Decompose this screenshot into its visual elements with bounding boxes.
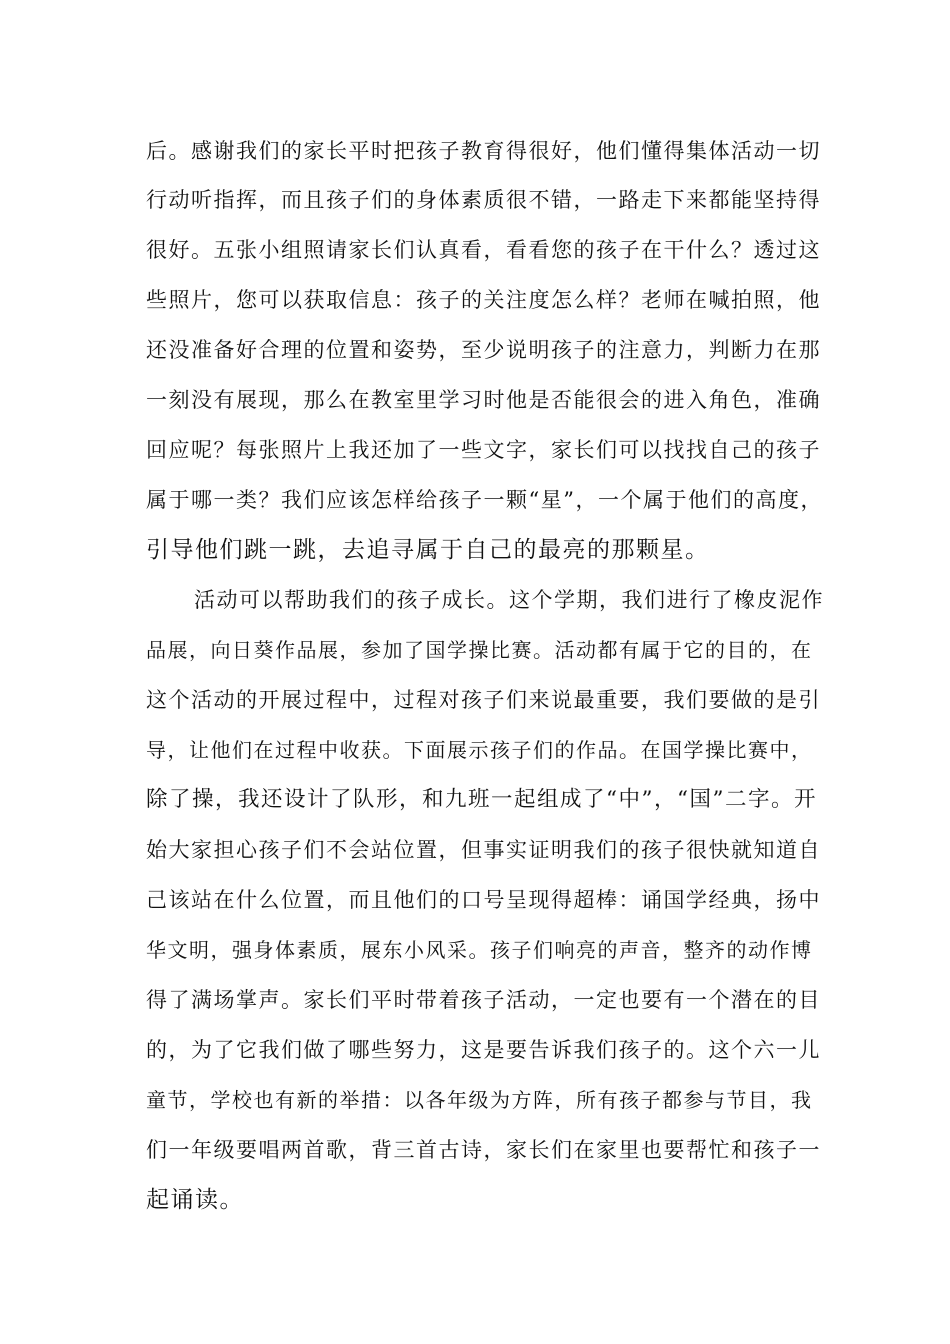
text-line: 属于哪一类？我们应该怎样给孩子一颗“星”，一个属于他们的高度，	[146, 488, 823, 512]
text-line: 很好。五张小组照请家长们认真看，看看您的孩子在干什么？透过这	[146, 238, 821, 262]
paragraph-first-line: 活动可以帮助我们的孩子成长。这个学期，我们进行了橡皮泥作	[194, 588, 824, 612]
text-line: 童节，学校也有新的举措：以各年级为方阵，所有孩子都参与节目，我	[146, 1088, 813, 1112]
text-line: 还没准备好合理的位置和姿势，至少说明孩子的注意力，判断力在那	[146, 338, 821, 362]
text-line: 的，为了它我们做了哪些努力，这是要告诉我们孩子的。这个六一儿	[146, 1038, 821, 1062]
text-line: 们一年级要唱两首歌，背三首古诗，家长们在家里也要帮忙和孩子一	[146, 1138, 821, 1162]
text-line: 导，让他们在过程中收获。下面展示孩子们的作品。在国学操比赛中，	[146, 738, 813, 762]
text-line: 品展，向日葵作品展，参加了国学操比赛。活动都有属于它的目的，在	[146, 638, 813, 662]
text-line: 始大家担心孩子们不会站位置，但事实证明我们的孩子很快就知道自	[146, 838, 821, 862]
text-line: 后。感谢我们的家长平时把孩子教育得很好，他们懂得集体活动一切	[146, 139, 821, 163]
text-line: 除了操，我还设计了队形，和九班一起组成了“中”，“国”二字。开	[146, 787, 817, 812]
text-line: 引导他们跳一跳，去追寻属于自己的最亮的那颗星。	[146, 537, 710, 563]
text-line: 回应呢？每张照片上我还加了一些文字，家长们可以找找自己的孩子	[146, 438, 821, 462]
text-line: 行动听指挥，而且孩子们的身体素质很不错，一路走下来都能坚持得	[146, 188, 821, 212]
text-line: 得了满场掌声。家长们平时带着孩子活动，一定也要有一个潜在的目	[146, 988, 821, 1012]
text-line: 些照片，您可以获取信息：孩子的关注度怎么样？老师在喊拍照，他	[146, 288, 821, 312]
text-line: 一刻没有展现，那么在教室里学习时他是否能很会的进入角色，准确	[146, 388, 821, 412]
text-line: 己该站在什么位置，而且他们的口号呈现得超棒：诵国学经典，扬中	[146, 888, 821, 912]
text-line: 华文明，强身体素质，展东小风采。孩子们响亮的声音，整齐的动作博	[146, 938, 813, 962]
text-line: 这个活动的开展过程中，过程对孩子们来说最重要，我们要做的是引	[146, 688, 821, 712]
text-line: 起诵读。	[146, 1187, 244, 1213]
